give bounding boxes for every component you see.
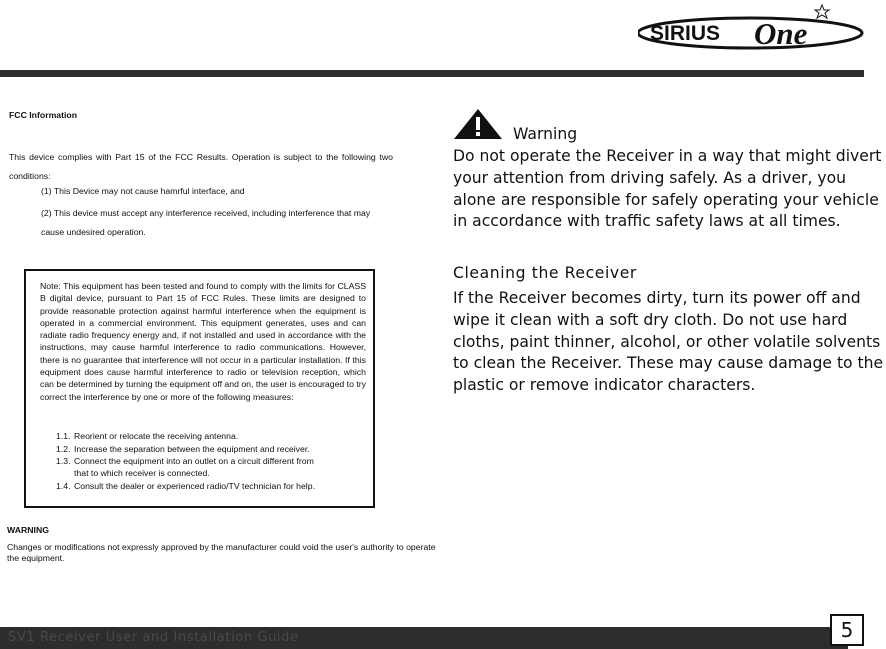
warning-triangle-icon xyxy=(453,108,503,140)
sirius-one-logo xyxy=(638,4,866,52)
measure-item: 1.1. Reorient or relocate the receiving antenna. xyxy=(56,431,239,441)
fcc-title: FCC Information xyxy=(9,110,78,120)
measure-item-continuation: that to which receiver is connected. xyxy=(74,468,210,478)
footer-guide-title: SV1 Receiver User and Installation Guide xyxy=(8,630,299,645)
fcc-paragraph: This device complies with Part 15 of the FCC Results. Operation is subject to the following two conditions: xyxy=(9,152,393,181)
note-text: Note: This equipment has been tested and found to comply with the limits for CLASS B digital device, pursuant to Part 15 of FCC Rules. These limits are designed to provide reasonable protection against harmful interference when the equipment is operated in a commercial environment. This equipment generates, uses and can radiate radio frequency energy and, if not installed and used in accordance with the instructions, may cause harmful interference to radio communications. However, there is no guarantee that interference will not occur in a particular installation. If this equipment does cause harmful interference to radio or television reception, which can be determined by turning the equipment off and on, the user is encouraged to try correct the interference by one or more of the following measures: xyxy=(40,281,366,402)
measure-item: 1.4. Consult the dealer or experienced radio/TV technician for help. xyxy=(56,481,315,491)
logo-text-sirius: SIRIUS xyxy=(650,22,721,45)
cleaning-body: If the Receiver becomes dirty, turn its power off and wipe it clean with a soft dry cloth. Do not use hard cloths, paint thinner, alcohol, or other volatile solvents to clean the Receiver. These may cause damage to the plastic or remove indicator characters. xyxy=(453,289,884,395)
fcc-condition-2: (2) This device must accept any interference received, including interference that may cause undesired operation. xyxy=(41,208,371,237)
measure-item: 1.2. Increase the separation between the equipment and receiver. xyxy=(56,444,310,454)
page-number: 5 xyxy=(830,614,864,646)
warning-body: Do not operate the Receiver in a way that might divert your attention from driving safely. As a driver, you alone are responsible for safely operating your vehicle in accordance with traffic safety laws at all times. xyxy=(453,147,882,231)
logo-text-one: One xyxy=(754,16,808,51)
warning-small-title: WARNING xyxy=(7,525,49,535)
warning-small-text: Changes or modifications not expressly approved by the manufacturer could void the user's authority to operate the equipment. xyxy=(7,542,436,563)
cleaning-heading: Cleaning the Receiver xyxy=(453,264,637,282)
fcc-condition-1: (1) This Device may not cause hamrful interface, and xyxy=(41,186,245,196)
measure-item: 1.3. Connect the equipment into an outlet on a circuit different from xyxy=(56,456,314,466)
header-rule xyxy=(0,70,864,77)
warning-heading: Warning xyxy=(513,125,578,143)
star-icon xyxy=(815,5,829,18)
